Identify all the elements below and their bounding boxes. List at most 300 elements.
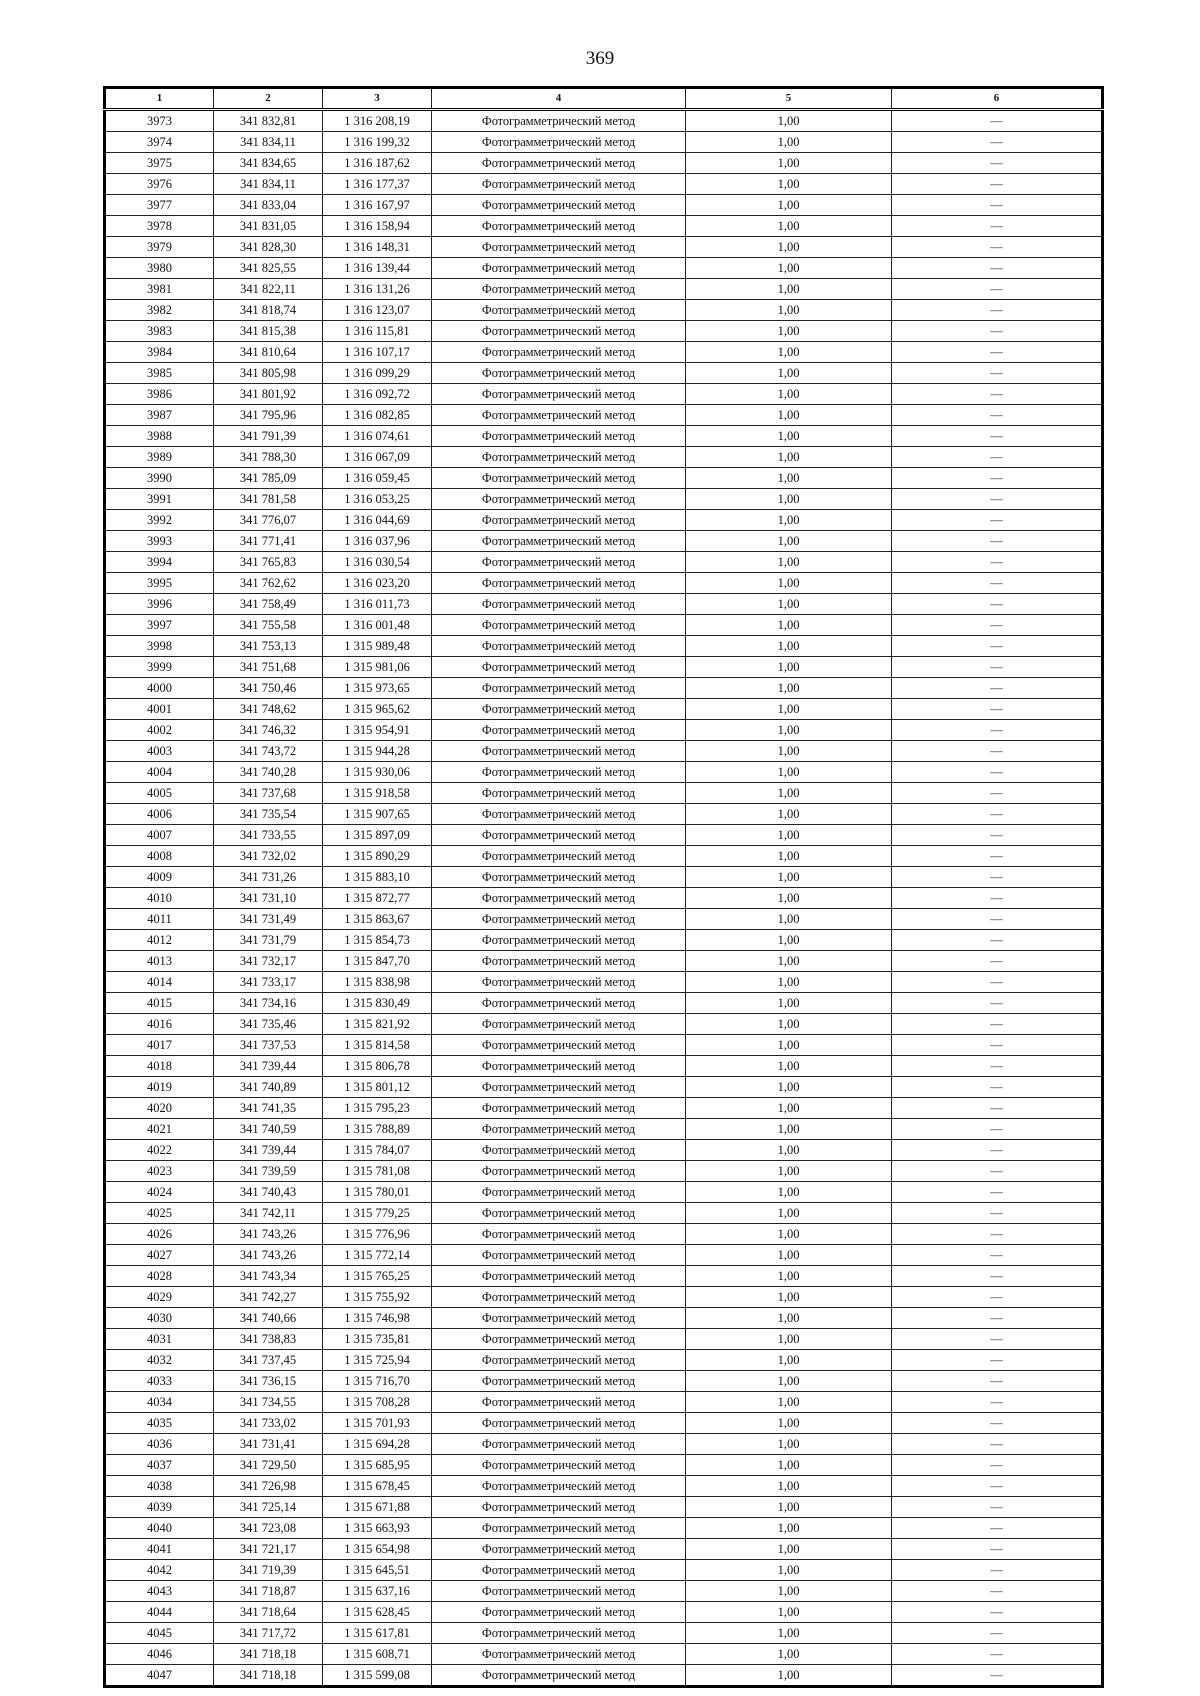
y-coordinate-cell: 1 315 907,65	[323, 804, 432, 825]
table-row	[105, 1140, 1103, 1161]
point-number-cell: 3998	[105, 636, 214, 657]
table-row	[105, 741, 1103, 762]
accuracy-cell: 1,00	[686, 594, 892, 615]
y-coordinate-cell: 1 316 092,72	[323, 384, 432, 405]
table-row	[105, 762, 1103, 783]
method-cell: Фотограмметрический метод	[432, 1203, 686, 1224]
method-cell: Фотограмметрический метод	[432, 384, 686, 405]
point-number-cell: 4032	[105, 1350, 214, 1371]
note-cell: —	[892, 762, 1103, 783]
note-cell: —	[892, 573, 1103, 594]
y-coordinate-cell: 1 315 746,98	[323, 1308, 432, 1329]
accuracy-cell: 1,00	[686, 110, 892, 132]
y-coordinate-cell: 1 316 037,96	[323, 531, 432, 552]
x-coordinate-cell: 341 737,45	[214, 1350, 323, 1371]
note-cell: —	[892, 216, 1103, 237]
x-coordinate-cell: 341 731,41	[214, 1434, 323, 1455]
accuracy-cell: 1,00	[686, 447, 892, 468]
note-cell: —	[892, 720, 1103, 741]
y-coordinate-cell: 1 316 123,07	[323, 300, 432, 321]
method-cell: Фотограмметрический метод	[432, 1602, 686, 1623]
method-cell: Фотограмметрический метод	[432, 110, 686, 132]
note-cell: —	[892, 1434, 1103, 1455]
method-cell: Фотограмметрический метод	[432, 1623, 686, 1644]
point-number-cell: 4045	[105, 1623, 214, 1644]
point-number-cell: 3975	[105, 153, 214, 174]
method-cell: Фотограмметрический метод	[432, 258, 686, 279]
table-row	[105, 1161, 1103, 1182]
note-cell: —	[892, 132, 1103, 153]
x-coordinate-cell: 341 746,32	[214, 720, 323, 741]
y-coordinate-cell: 1 315 772,14	[323, 1245, 432, 1266]
x-coordinate-cell: 341 732,02	[214, 846, 323, 867]
x-coordinate-cell: 341 734,55	[214, 1392, 323, 1413]
accuracy-cell: 1,00	[686, 468, 892, 489]
point-number-cell: 4029	[105, 1287, 214, 1308]
x-coordinate-cell: 341 742,11	[214, 1203, 323, 1224]
point-number-cell: 4046	[105, 1644, 214, 1665]
table-row	[105, 825, 1103, 846]
note-cell: —	[892, 1644, 1103, 1665]
method-cell: Фотограмметрический метод	[432, 846, 686, 867]
method-cell: Фотограмметрический метод	[432, 342, 686, 363]
accuracy-cell: 1,00	[686, 1413, 892, 1434]
note-cell: —	[892, 426, 1103, 447]
point-number-cell: 3996	[105, 594, 214, 615]
x-coordinate-cell: 341 743,72	[214, 741, 323, 762]
x-coordinate-cell: 341 739,44	[214, 1056, 323, 1077]
table-row	[105, 216, 1103, 237]
y-coordinate-cell: 1 316 208,19	[323, 110, 432, 132]
y-coordinate-cell: 1 316 053,25	[323, 489, 432, 510]
note-cell: —	[892, 468, 1103, 489]
y-coordinate-cell: 1 315 854,73	[323, 930, 432, 951]
y-coordinate-cell: 1 315 806,78	[323, 1056, 432, 1077]
point-number-cell: 3993	[105, 531, 214, 552]
method-cell: Фотограмметрический метод	[432, 363, 686, 384]
y-coordinate-cell: 1 316 099,29	[323, 363, 432, 384]
method-cell: Фотограмметрический метод	[432, 1560, 686, 1581]
x-coordinate-cell: 341 731,79	[214, 930, 323, 951]
accuracy-cell: 1,00	[686, 1518, 892, 1539]
method-cell: Фотограмметрический метод	[432, 1056, 686, 1077]
x-coordinate-cell: 341 791,39	[214, 426, 323, 447]
method-cell: Фотограмметрический метод	[432, 1371, 686, 1392]
point-number-cell: 3976	[105, 174, 214, 195]
accuracy-cell: 1,00	[686, 1266, 892, 1287]
note-cell: —	[892, 1350, 1103, 1371]
point-number-cell: 4020	[105, 1098, 214, 1119]
x-coordinate-cell: 341 831,05	[214, 216, 323, 237]
point-number-cell: 3984	[105, 342, 214, 363]
note-cell: —	[892, 825, 1103, 846]
method-cell: Фотограмметрический метод	[432, 657, 686, 678]
y-coordinate-cell: 1 315 821,92	[323, 1014, 432, 1035]
x-coordinate-cell: 341 743,26	[214, 1245, 323, 1266]
table-row	[105, 1560, 1103, 1581]
note-cell: —	[892, 1245, 1103, 1266]
accuracy-cell: 1,00	[686, 342, 892, 363]
accuracy-cell: 1,00	[686, 972, 892, 993]
point-number-cell: 4015	[105, 993, 214, 1014]
note-cell: —	[892, 405, 1103, 426]
point-number-cell: 3995	[105, 573, 214, 594]
y-coordinate-cell: 1 316 167,97	[323, 195, 432, 216]
table-row	[105, 1203, 1103, 1224]
x-coordinate-cell: 341 733,02	[214, 1413, 323, 1434]
note-cell: —	[892, 279, 1103, 300]
note-cell: —	[892, 594, 1103, 615]
accuracy-cell: 1,00	[686, 258, 892, 279]
method-cell: Фотограмметрический метод	[432, 153, 686, 174]
column-header-4: 4	[432, 88, 686, 110]
point-number-cell: 3990	[105, 468, 214, 489]
point-number-cell: 4025	[105, 1203, 214, 1224]
table-row	[105, 615, 1103, 636]
note-cell: —	[892, 510, 1103, 531]
table-row	[105, 1035, 1103, 1056]
accuracy-cell: 1,00	[686, 1623, 892, 1644]
note-cell: —	[892, 1581, 1103, 1602]
table-row	[105, 384, 1103, 405]
method-cell: Фотограмметрический метод	[432, 930, 686, 951]
accuracy-cell: 1,00	[686, 741, 892, 762]
note-cell: —	[892, 1077, 1103, 1098]
y-coordinate-cell: 1 315 784,07	[323, 1140, 432, 1161]
accuracy-cell: 1,00	[686, 1287, 892, 1308]
accuracy-cell: 1,00	[686, 762, 892, 783]
table-row	[105, 867, 1103, 888]
method-cell: Фотограмметрический метод	[432, 867, 686, 888]
accuracy-cell: 1,00	[686, 1056, 892, 1077]
accuracy-cell: 1,00	[686, 1560, 892, 1581]
table-row	[105, 342, 1103, 363]
table-row	[105, 1476, 1103, 1497]
x-coordinate-cell: 341 785,09	[214, 468, 323, 489]
y-coordinate-cell: 1 315 838,98	[323, 972, 432, 993]
note-cell: —	[892, 1035, 1103, 1056]
accuracy-cell: 1,00	[686, 699, 892, 720]
accuracy-cell: 1,00	[686, 636, 892, 657]
y-coordinate-cell: 1 316 067,09	[323, 447, 432, 468]
accuracy-cell: 1,00	[686, 531, 892, 552]
y-coordinate-cell: 1 315 608,71	[323, 1644, 432, 1665]
y-coordinate-cell: 1 315 779,25	[323, 1203, 432, 1224]
table-row	[105, 1098, 1103, 1119]
y-coordinate-cell: 1 316 177,37	[323, 174, 432, 195]
accuracy-cell: 1,00	[686, 132, 892, 153]
y-coordinate-cell: 1 315 814,58	[323, 1035, 432, 1056]
method-cell: Фотограмметрический метод	[432, 678, 686, 699]
note-cell: —	[892, 489, 1103, 510]
method-cell: Фотограмметрический метод	[432, 615, 686, 636]
x-coordinate-cell: 341 781,58	[214, 489, 323, 510]
x-coordinate-cell: 341 740,89	[214, 1077, 323, 1098]
x-coordinate-cell: 341 740,66	[214, 1308, 323, 1329]
method-cell: Фотограмметрический метод	[432, 1224, 686, 1245]
point-number-cell: 3997	[105, 615, 214, 636]
note-cell: —	[892, 1098, 1103, 1119]
point-number-cell: 4036	[105, 1434, 214, 1455]
point-number-cell: 3980	[105, 258, 214, 279]
accuracy-cell: 1,00	[686, 1497, 892, 1518]
table-row	[105, 1413, 1103, 1434]
table-row	[105, 1266, 1103, 1287]
table-row	[105, 237, 1103, 258]
table-row	[105, 1056, 1103, 1077]
x-coordinate-cell: 341 828,30	[214, 237, 323, 258]
accuracy-cell: 1,00	[686, 405, 892, 426]
accuracy-cell: 1,00	[686, 1182, 892, 1203]
point-number-cell: 3991	[105, 489, 214, 510]
x-coordinate-cell: 341 762,62	[214, 573, 323, 594]
x-coordinate-cell: 341 717,72	[214, 1623, 323, 1644]
table-header	[105, 88, 1103, 110]
header-row	[105, 88, 1103, 110]
point-number-cell: 4000	[105, 678, 214, 699]
table-row	[105, 678, 1103, 699]
accuracy-cell: 1,00	[686, 1245, 892, 1266]
y-coordinate-cell: 1 315 765,25	[323, 1266, 432, 1287]
x-coordinate-cell: 341 750,46	[214, 678, 323, 699]
method-cell: Фотограмметрический метод	[432, 405, 686, 426]
table-row	[105, 1434, 1103, 1455]
y-coordinate-cell: 1 316 044,69	[323, 510, 432, 531]
method-cell: Фотограмметрический метод	[432, 1497, 686, 1518]
method-cell: Фотограмметрический метод	[432, 972, 686, 993]
note-cell: —	[892, 1161, 1103, 1182]
accuracy-cell: 1,00	[686, 930, 892, 951]
accuracy-cell: 1,00	[686, 153, 892, 174]
method-cell: Фотограмметрический метод	[432, 300, 686, 321]
accuracy-cell: 1,00	[686, 804, 892, 825]
table-row	[105, 174, 1103, 195]
table-row	[105, 888, 1103, 909]
method-cell: Фотограмметрический метод	[432, 1287, 686, 1308]
note-cell: —	[892, 1224, 1103, 1245]
accuracy-cell: 1,00	[686, 321, 892, 342]
point-number-cell: 4044	[105, 1602, 214, 1623]
point-number-cell: 4027	[105, 1245, 214, 1266]
note-cell: —	[892, 321, 1103, 342]
accuracy-cell: 1,00	[686, 1014, 892, 1035]
x-coordinate-cell: 341 723,08	[214, 1518, 323, 1539]
x-coordinate-cell: 341 737,53	[214, 1035, 323, 1056]
table-row	[105, 279, 1103, 300]
y-coordinate-cell: 1 315 890,29	[323, 846, 432, 867]
method-cell: Фотограмметрический метод	[432, 426, 686, 447]
point-number-cell: 4047	[105, 1665, 214, 1687]
note-cell: —	[892, 258, 1103, 279]
y-coordinate-cell: 1 316 115,81	[323, 321, 432, 342]
accuracy-cell: 1,00	[686, 1203, 892, 1224]
note-cell: —	[892, 552, 1103, 573]
y-coordinate-cell: 1 316 187,62	[323, 153, 432, 174]
x-coordinate-cell: 341 718,18	[214, 1665, 323, 1687]
y-coordinate-cell: 1 316 001,48	[323, 615, 432, 636]
x-coordinate-cell: 341 815,38	[214, 321, 323, 342]
y-coordinate-cell: 1 315 599,08	[323, 1665, 432, 1687]
method-cell: Фотограмметрический метод	[432, 720, 686, 741]
y-coordinate-cell: 1 315 716,70	[323, 1371, 432, 1392]
x-coordinate-cell: 341 834,11	[214, 174, 323, 195]
column-header-3: 3	[323, 88, 432, 110]
table-row	[105, 1539, 1103, 1560]
point-number-cell: 4010	[105, 888, 214, 909]
note-cell: —	[892, 1560, 1103, 1581]
note-cell: —	[892, 888, 1103, 909]
method-cell: Фотограмметрический метод	[432, 489, 686, 510]
y-coordinate-cell: 1 315 795,23	[323, 1098, 432, 1119]
x-coordinate-cell: 341 718,64	[214, 1602, 323, 1623]
note-cell: —	[892, 110, 1103, 132]
y-coordinate-cell: 1 315 617,81	[323, 1623, 432, 1644]
table-row	[105, 1224, 1103, 1245]
table-row	[105, 489, 1103, 510]
method-cell: Фотограмметрический метод	[432, 804, 686, 825]
table-row	[105, 720, 1103, 741]
table-row	[105, 636, 1103, 657]
method-cell: Фотограмметрический метод	[432, 216, 686, 237]
method-cell: Фотограмметрический метод	[432, 1476, 686, 1497]
accuracy-cell: 1,00	[686, 867, 892, 888]
table-row	[105, 930, 1103, 951]
y-coordinate-cell: 1 315 944,28	[323, 741, 432, 762]
y-coordinate-cell: 1 315 872,77	[323, 888, 432, 909]
accuracy-cell: 1,00	[686, 384, 892, 405]
x-coordinate-cell: 341 810,64	[214, 342, 323, 363]
method-cell: Фотограмметрический метод	[432, 1266, 686, 1287]
table-row	[105, 1014, 1103, 1035]
y-coordinate-cell: 1 315 685,95	[323, 1455, 432, 1476]
point-number-cell: 4030	[105, 1308, 214, 1329]
x-coordinate-cell: 341 818,74	[214, 300, 323, 321]
accuracy-cell: 1,00	[686, 195, 892, 216]
note-cell: —	[892, 867, 1103, 888]
point-number-cell: 4012	[105, 930, 214, 951]
y-coordinate-cell: 1 315 780,01	[323, 1182, 432, 1203]
method-cell: Фотограмметрический метод	[432, 279, 686, 300]
method-cell: Фотограмметрический метод	[432, 825, 686, 846]
table-row	[105, 1392, 1103, 1413]
y-coordinate-cell: 1 316 148,31	[323, 237, 432, 258]
x-coordinate-cell: 341 832,81	[214, 110, 323, 132]
note-cell: —	[892, 1476, 1103, 1497]
method-cell: Фотограмметрический метод	[432, 1308, 686, 1329]
point-number-cell: 3987	[105, 405, 214, 426]
table-row	[105, 783, 1103, 804]
note-cell: —	[892, 804, 1103, 825]
point-number-cell: 4033	[105, 1371, 214, 1392]
accuracy-cell: 1,00	[686, 1371, 892, 1392]
x-coordinate-cell: 341 731,49	[214, 909, 323, 930]
accuracy-cell: 1,00	[686, 363, 892, 384]
method-cell: Фотограмметрический метод	[432, 909, 686, 930]
point-number-cell: 4024	[105, 1182, 214, 1203]
method-cell: Фотограмметрический метод	[432, 321, 686, 342]
accuracy-cell: 1,00	[686, 510, 892, 531]
point-number-cell: 3986	[105, 384, 214, 405]
note-cell: —	[892, 1266, 1103, 1287]
method-cell: Фотограмметрический метод	[432, 132, 686, 153]
table-row	[105, 426, 1103, 447]
table-row	[105, 972, 1103, 993]
x-coordinate-cell: 341 740,43	[214, 1182, 323, 1203]
x-coordinate-cell: 341 731,26	[214, 867, 323, 888]
point-number-cell: 4007	[105, 825, 214, 846]
table-row	[105, 1077, 1103, 1098]
point-number-cell: 4019	[105, 1077, 214, 1098]
table-row	[105, 1119, 1103, 1140]
point-number-cell: 3979	[105, 237, 214, 258]
note-cell: —	[892, 1623, 1103, 1644]
y-coordinate-cell: 1 315 801,12	[323, 1077, 432, 1098]
method-cell: Фотограмметрический метод	[432, 510, 686, 531]
point-number-cell: 4011	[105, 909, 214, 930]
method-cell: Фотограмметрический метод	[432, 1644, 686, 1665]
table-row	[105, 468, 1103, 489]
column-header-6: 6	[892, 88, 1103, 110]
table-row	[105, 1623, 1103, 1644]
point-number-cell: 4035	[105, 1413, 214, 1434]
note-cell: —	[892, 237, 1103, 258]
y-coordinate-cell: 1 315 637,16	[323, 1581, 432, 1602]
x-coordinate-cell: 341 734,16	[214, 993, 323, 1014]
accuracy-cell: 1,00	[686, 426, 892, 447]
accuracy-cell: 1,00	[686, 174, 892, 195]
x-coordinate-cell: 341 739,59	[214, 1161, 323, 1182]
table-row	[105, 258, 1103, 279]
column-header-2: 2	[214, 88, 323, 110]
x-coordinate-cell: 341 833,04	[214, 195, 323, 216]
accuracy-cell: 1,00	[686, 951, 892, 972]
x-coordinate-cell: 341 721,17	[214, 1539, 323, 1560]
accuracy-cell: 1,00	[686, 237, 892, 258]
note-cell: —	[892, 951, 1103, 972]
point-number-cell: 4018	[105, 1056, 214, 1077]
accuracy-cell: 1,00	[686, 279, 892, 300]
y-coordinate-cell: 1 315 930,06	[323, 762, 432, 783]
note-cell: —	[892, 678, 1103, 699]
method-cell: Фотограмметрический метод	[432, 1014, 686, 1035]
accuracy-cell: 1,00	[686, 615, 892, 636]
table-row	[105, 951, 1103, 972]
note-cell: —	[892, 1287, 1103, 1308]
y-coordinate-cell: 1 315 645,51	[323, 1560, 432, 1581]
accuracy-cell: 1,00	[686, 678, 892, 699]
method-cell: Фотограмметрический метод	[432, 1434, 686, 1455]
x-coordinate-cell: 341 834,11	[214, 132, 323, 153]
accuracy-cell: 1,00	[686, 1098, 892, 1119]
point-number-cell: 4037	[105, 1455, 214, 1476]
note-cell: —	[892, 363, 1103, 384]
table-row	[105, 1245, 1103, 1266]
point-number-cell: 4001	[105, 699, 214, 720]
note-cell: —	[892, 1140, 1103, 1161]
point-number-cell: 3973	[105, 110, 214, 132]
note-cell: —	[892, 1665, 1103, 1687]
y-coordinate-cell: 1 315 671,88	[323, 1497, 432, 1518]
point-number-cell: 3983	[105, 321, 214, 342]
table-row	[105, 531, 1103, 552]
x-coordinate-cell: 341 751,68	[214, 657, 323, 678]
accuracy-cell: 1,00	[686, 1434, 892, 1455]
point-number-cell: 4022	[105, 1140, 214, 1161]
accuracy-cell: 1,00	[686, 1350, 892, 1371]
x-coordinate-cell: 341 733,55	[214, 825, 323, 846]
note-cell: —	[892, 1203, 1103, 1224]
note-cell: —	[892, 1308, 1103, 1329]
